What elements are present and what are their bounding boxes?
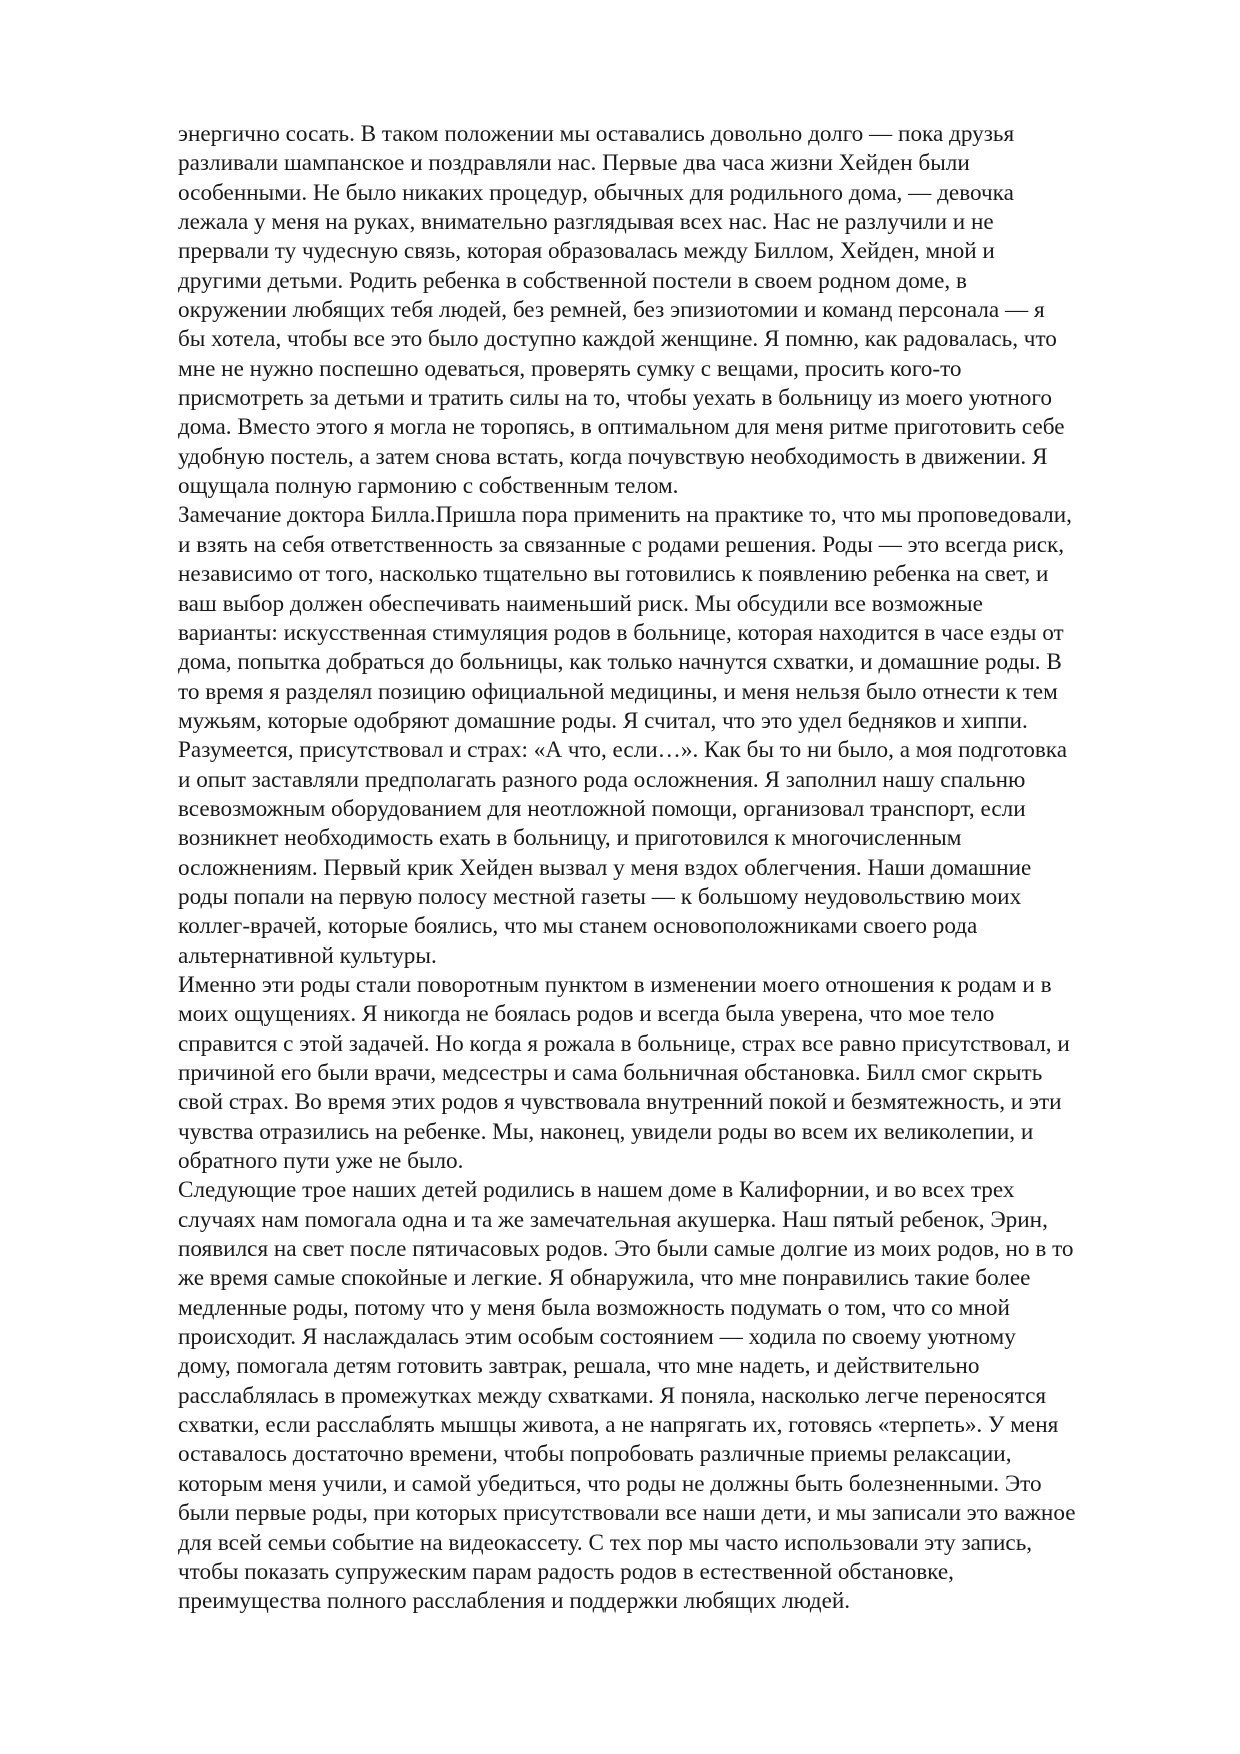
text-line: расслаблялась в промежутках между схватками. Я поняла, насколько легче переносятся [178,1382,1047,1409]
text-line: дому, помогала детям готовить завтрак, решала, что мне надеть, и действительно [178,1353,980,1380]
text-line: другими детьми. Родить ребенка в собственной постели в своем родном доме, в [178,267,967,294]
text-line: мне не нужно поспешно одеваться, проверять сумку с вещами, просить кого-то [178,355,962,382]
text-line: варианты: искусственная стимуляция родов в больнице, которая находится в часе езды от [178,619,1064,646]
text-line: осложнениям. Первый крик Хейден вызвал у меня вздох облегчения. Наши домашние [178,854,1032,881]
text-line: и опыт заставляли предполагать разного рода осложнения. Я заполнил нашу спальню [178,766,1026,793]
text-line: то время я разделял позицию официальной медицины, и меня нельзя было отнести к тем [178,678,1058,705]
text-line: чтобы показать супружеским парам радость родов в естественной обстановке, [178,1558,954,1585]
text-line: разливали шампанское и поздравляли нас. Первые два часа жизни Хейден были [178,150,970,177]
text-line: обратного пути уже не было. [178,1148,464,1175]
text-line: ощущала полную гармонию с собственным телом. [178,473,679,500]
text-line: удобную постель, а затем снова встать, когда почувствую необходимость в движении. Я [178,443,1048,470]
text-line: оставалось достаточно времени, чтобы попробовать различные приемы релаксации, [178,1441,1012,1468]
text-line: ваш выбор должен обеспечивать наименьший риск. Мы обсудили все возможные [178,590,983,617]
text-line: для всей семьи событие на видеокассету. С тех пор мы часто использовали эту запись, [178,1529,1033,1556]
text-line: схватки, если расслаблять мышцы живота, а не напрягать их, готовясь «терпеть». У меня [178,1412,1059,1439]
text-line: были первые роды, при которых присутствовали все наши дети, и мы записали это важное [178,1500,1076,1527]
text-line: медленные роды, потому что у меня была возможность подумать о том, что со мной [178,1294,1010,1321]
text-line: причиной его были врачи, медсестры и сама больничная обстановка. Билл смог скрыть [178,1060,1043,1086]
text-line: же время самые спокойные и легкие. Я обнаружила, что мне понравились такие более [178,1265,1031,1292]
text-line: лежала у меня на руках, внимательно разглядывая всех нас. Нас не разлучили и не [178,209,994,236]
text-line: дома. Вместо этого я могла не торопясь, в оптимальном для меня ритме приготовить себе [178,414,1065,441]
text-line: прервали ту чудесную связь, которая образовалась между Биллом, Хейден, мной и [178,238,995,265]
text-line: роды попали на первую полосу местной газеты — к большому неудовольствию моих [178,883,1022,910]
text-line: Именно эти роды стали поворотным пунктом в изменении моего отношения к родам и в [178,971,1052,998]
text-line: всевозможным оборудованием для неотложной помощи, организовал транспорт, если [178,795,1026,822]
text-line: свой страх. Во время этих родов я чувствовала внутренний покой и безмятежность, и эти [178,1089,1062,1116]
text-line: присмотреть за детьми и тратить силы на то, чтобы уехать в больницу из моего уютного [178,385,1052,412]
text-line: дома, попытка добраться до больницы, как только начнутся схватки, и домашние роды. В [178,649,1062,676]
text-line: Следующие трое наших детей родились в нашем доме в Калифорнии, и во всех трех [178,1177,1015,1204]
text-line: коллег-врачей, которые боялись, что мы станем основоположниками своего рода [178,913,978,940]
text-line: происходит. Я наслаждалась этим особым состоянием — ходила по своему уютному [178,1324,1016,1351]
text-line: альтернативной культуры. [178,942,437,969]
text-line: бы хотела, чтобы все это было доступно каждой женщине. Я помню, как радовалась, что [178,326,1057,353]
text-line: окружении любящих тебя людей, без ремней, без эпизиотомии и команд персонала — я [178,297,1045,324]
text-line: Разумеется, присутствовал и страх: «А что, если…». Как бы то ни было, а моя подготовка [178,737,1068,764]
text-line: преимущества полного расслабления и поддержки любящих людей. [178,1588,851,1615]
text-line: появился на свет после пятичасовых родов. Это были самые долгие из моих родов, но в то [178,1236,1074,1263]
text-line: моих ощущениях. Я никогда не боялась родов и всегда была уверена, что мое тело [178,1001,995,1028]
text-line: особенными. Не было никаких процедур, обычных для родильного дома, — девочка [178,179,1014,206]
text-line: чувства отразились на ребенке. Мы, наконец, увидели роды во всем их великолепии, и [178,1118,1034,1145]
text-line: справится с этой задачей. Но когда я рожала в больнице, страх все равно присутствовал, и [178,1030,1070,1057]
text-line: случаях нам помогала одна и та же замечательная акушерка. Наш пятый ребенок, Эрин, [178,1206,1048,1233]
text-line: Замечание доктора Билла.Пришла пора применить на практике то, что мы проповедовали, [178,502,1072,529]
text-line: возникнет необходимость ехать в больницу, и приготовился к многочисленным [178,825,962,852]
body-text [178,120,1158,1617]
text-line: мужьям, которые одобряют домашние роды. Я считал, что это удел бедняков и хиппи. [178,707,1028,734]
text-line: и взять на себя ответственность за связанные с родами решения. Роды — это всегда риск, [178,531,1065,558]
text-line: независимо от того, насколько тщательно вы готовились к появлению ребенка на свет, и [178,561,1049,588]
text-line: энергично сосать. В таком положении мы оставались довольно долго — пока друзья [178,121,1015,147]
text-line: которым меня учили, и самой убедиться, что роды не должны быть болезненными. Это [178,1470,1042,1497]
